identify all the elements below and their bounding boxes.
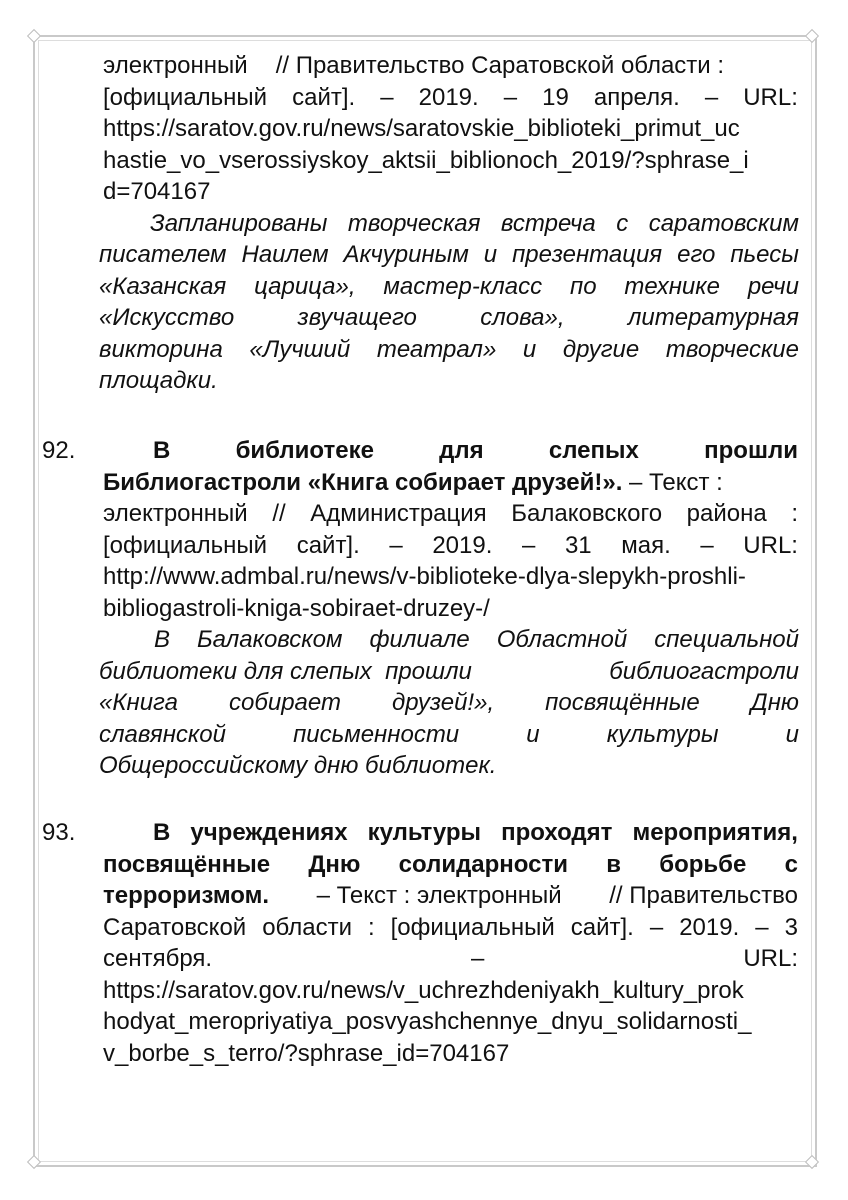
annotation-line: славянской письменности и культуры и	[99, 720, 799, 748]
citation-line: сентября. – URL:	[103, 945, 798, 972]
annotation-line: библиотеки для слепых прошли библиогастроли	[99, 657, 799, 685]
entry-title-line: В учреждениях культуры проходят мероприятия,	[153, 819, 798, 846]
annotation-line: Общероссийскому дню библиотек.	[99, 752, 497, 779]
annotation-line: «Искусство звучащего слова», литературная	[99, 304, 799, 331]
annotation-line: викторина «Лучший театрал» и другие творческие	[99, 335, 799, 363]
entry-title-line: посвящённые Дню солидарности в борьбе с	[103, 850, 798, 878]
citation-line: Саратовской области : [официальный сайт]. – 2019. – 3	[103, 913, 798, 941]
url-line[interactable]: hastie_vo_vserossiyskoy_aktsii_biblionoch_2019/?sphrase_i	[103, 146, 749, 174]
annotation-line: В Балаковском филиале Областной специальной	[154, 626, 799, 653]
annotation-line: Запланированы творческая встреча с саратовским	[150, 209, 799, 237]
url-line[interactable]: bibliogastroli-kniga-sobiraet-druzey-/	[103, 594, 490, 622]
citation-line: электронный // Правительство Саратовской области :	[103, 52, 725, 79]
citation-line: [официальный сайт]. – 2019. – 31 мая. – URL:	[103, 531, 798, 559]
url-line[interactable]: hodyat_meropriyatiya_posvyashchennye_dnyu_solidarnosti_	[103, 1008, 752, 1035]
citation-line: [официальный сайт]. – 2019. – 19 апреля. – URL:	[103, 83, 798, 111]
url-line[interactable]: https://saratov.gov.ru/news/saratovskie_biblioteki_primut_uc	[103, 115, 740, 142]
url-line[interactable]: http://www.admbal.ru/news/v-biblioteke-dlya-slepykh-proshli-	[103, 563, 746, 590]
citation-line: электронный // Администрация Балаковского района :	[103, 500, 798, 527]
entry-title-line: Библиогастроли «Книга собирает друзей!». – Текст :	[103, 468, 723, 496]
annotation-line: площадки.	[99, 367, 218, 394]
entry-number: 93.	[42, 819, 76, 846]
annotation-line: «Книга собирает друзей!», посвящённые Дню	[99, 689, 799, 716]
entry-number: 92.	[42, 437, 76, 464]
url-line[interactable]: https://saratov.gov.ru/news/v_uchrezhdeniyakh_kultury_prok	[103, 976, 744, 1004]
annotation-line: «Казанская царица», мастер-класс по технике речи	[99, 272, 799, 300]
url-line[interactable]: v_borbe_s_terro/?sphrase_id=704167	[103, 1039, 510, 1067]
annotation-line: писателем Наилем Акчуриным и презентация его пьесы	[99, 241, 799, 268]
url-line[interactable]: d=704167	[103, 178, 211, 205]
citation-line: терроризмом. – Текст : электронный // Правительство	[103, 882, 798, 909]
entry-title-line: В библиотеке для слепых прошли	[153, 437, 798, 464]
